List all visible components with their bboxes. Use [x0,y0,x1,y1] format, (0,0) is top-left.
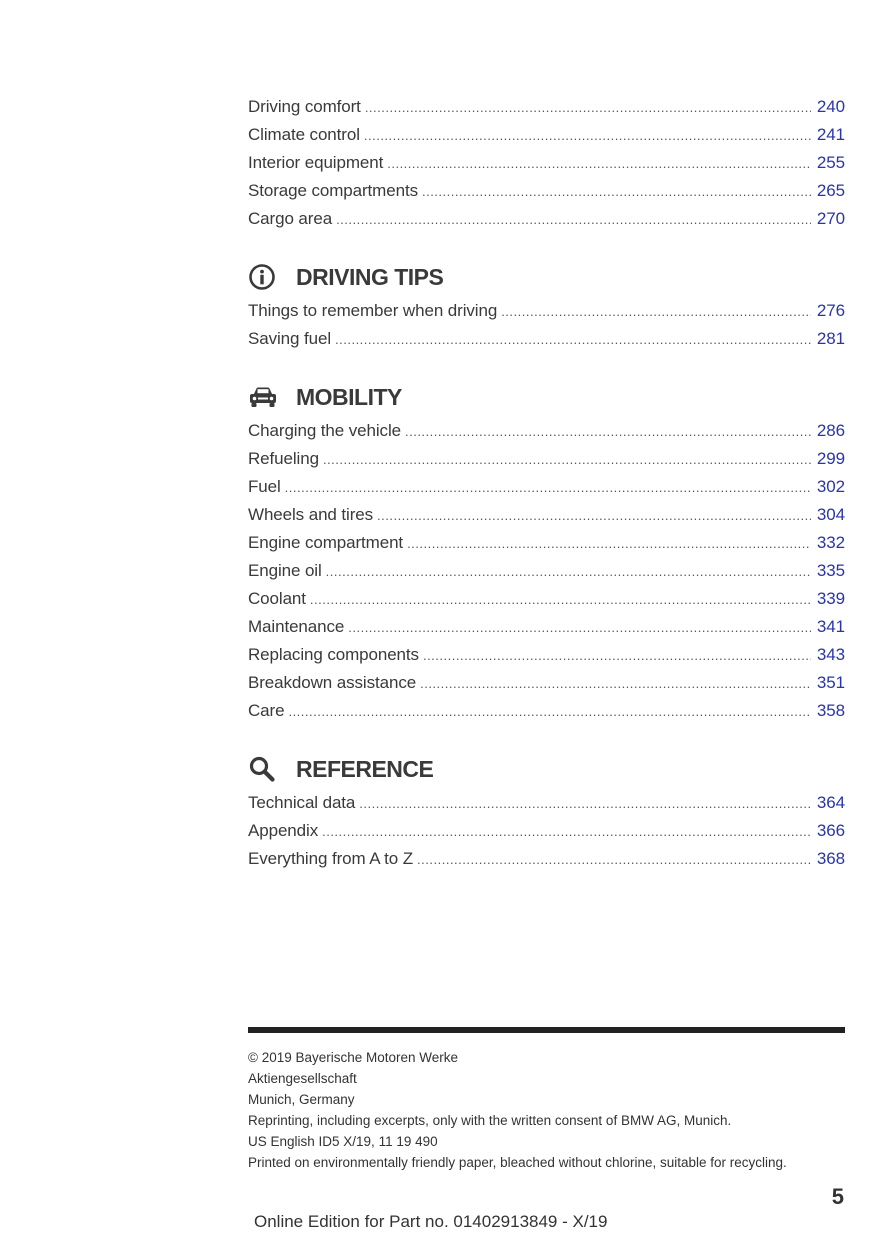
toc-entry-label: Interior equipment [248,153,384,172]
toc-entry-page[interactable]: 351 [816,673,845,692]
toc-entry-page[interactable]: 335 [816,561,845,580]
imprint-line: Aktiengesellschaft [248,1071,357,1086]
car-icon [248,382,282,412]
toc-entry-page[interactable]: 276 [816,301,845,320]
toc-entry-page[interactable]: 302 [816,477,845,496]
toc-entry[interactable] [248,121,845,149]
toc-entry-label: Engine oil [248,561,322,580]
table-of-contents [248,93,845,873]
toc-entry[interactable] [248,697,845,725]
leader-dots [364,122,811,150]
info-icon [248,262,282,292]
toc-entry-label: Replacing components [248,645,419,664]
magnifier-icon [248,754,282,784]
leader-dots [326,558,811,586]
toc-entry[interactable] [248,501,845,529]
toc-entry[interactable] [248,789,845,817]
section-title: DRIVING TIPS [296,263,444,290]
leader-dots [335,326,811,354]
toc-entry-page[interactable]: 366 [816,821,845,840]
toc-entry[interactable] [248,669,845,697]
imprint-line: Printed on environmentally friendly paper, bleached without chlorine, suitable for recycling. [248,1155,787,1170]
leader-dots [407,530,811,558]
toc-entry[interactable] [248,641,845,669]
toc-entry-page[interactable]: 358 [816,701,845,720]
leader-dots [310,586,811,614]
toc-entry-page[interactable]: 341 [816,617,845,636]
toc-entry-label: Driving comfort [248,97,361,116]
leader-dots [405,418,811,446]
toc-entry-page[interactable]: 241 [816,125,845,144]
toc-entry-label: Fuel [248,477,281,496]
toc-entry-label: Technical data [248,793,356,812]
toc-entry-page[interactable]: 265 [816,181,845,200]
leader-dots [423,642,811,670]
toc-entry-page[interactable]: 368 [816,849,845,868]
footer-rule [248,1027,845,1033]
section-title: REFERENCE [296,755,434,782]
leader-dots [422,178,811,206]
toc-entry-page[interactable]: 343 [816,645,845,664]
leader-dots [323,446,811,474]
toc-entry-label: Refueling [248,449,319,468]
toc-entry[interactable] [248,845,845,873]
toc-entry-label: Cargo area [248,209,333,228]
toc-entry[interactable] [248,529,845,557]
toc-entry-label: Maintenance [248,617,345,636]
toc-entry-page[interactable]: 332 [816,533,845,552]
toc-entry-label: Appendix [248,821,319,840]
toc-entry-label: Storage compartments [248,181,418,200]
toc-entry-page[interactable]: 270 [816,209,845,228]
leader-dots [501,298,811,326]
toc-entry[interactable] [248,585,845,613]
imprint-footer [248,1027,845,1173]
leader-dots [359,790,811,818]
toc-entry-label: Charging the vehicle [248,421,401,440]
imprint-line: Reprinting, including excerpts, only with the written consent of BMW AG, Munich. [248,1113,732,1128]
toc-entry-page[interactable]: 255 [816,153,845,172]
page-number: 5 [831,1184,844,1209]
toc-entry-page[interactable]: 364 [816,793,845,812]
toc-entry[interactable] [248,177,845,205]
toc-entry[interactable] [248,817,845,845]
toc-entry[interactable] [248,613,845,641]
leader-dots [288,698,810,726]
toc-entry-label: Wheels and tires [248,505,374,524]
imprint-line: Munich, Germany [248,1092,355,1107]
toc-entry-page[interactable]: 304 [816,505,845,524]
section-title: MOBILITY [296,383,402,410]
toc-entry-page[interactable]: 240 [816,97,845,116]
leader-dots [285,474,811,502]
leader-dots [417,846,811,874]
toc-entry-label: Things to remember when driving [248,301,498,320]
toc-entry[interactable] [248,445,845,473]
leader-dots [365,94,811,122]
toc-entry-label: Everything from A to Z [248,849,414,868]
toc-entry-label: Saving fuel [248,329,332,348]
toc-entry[interactable] [248,473,845,501]
toc-entry-label: Engine compartment [248,533,404,552]
toc-entry[interactable] [248,297,845,325]
toc-group-reference [248,789,845,873]
leader-dots [348,614,811,642]
toc-entry-label: Coolant [248,589,306,608]
leader-dots [336,206,811,234]
imprint-line: © 2019 Bayerische Motoren Werke [248,1050,459,1065]
toc-entry-page[interactable]: 339 [816,589,845,608]
toc-entry-page[interactable]: 299 [816,449,845,468]
section-header-mobility [248,380,845,414]
toc-group-top [248,93,845,233]
leader-dots [387,150,811,178]
toc-entry[interactable] [248,557,845,585]
leader-dots [377,502,811,530]
toc-entry-label: Care [248,701,285,720]
section-header-reference [248,752,845,786]
toc-group-driving-tips [248,297,845,353]
edition-note: Online Edition for Part no. 01402913849 - X/19 [254,1212,608,1231]
toc-entry-label: Breakdown assistance [248,673,417,692]
leader-dots [322,818,811,846]
toc-entry-label: Climate control [248,125,360,144]
toc-entry[interactable] [248,93,845,121]
toc-group-mobility [248,417,845,725]
toc-entry[interactable] [248,417,845,445]
toc-entry[interactable] [248,325,845,353]
imprint-line: US English ID5 X/19, 11 19 490 [248,1134,438,1149]
toc-entry[interactable] [248,149,845,177]
toc-entry-page[interactable]: 281 [816,329,845,348]
leader-dots [420,670,811,698]
toc-entry-page[interactable]: 286 [816,421,845,440]
toc-entry[interactable] [248,205,845,233]
section-header-driving-tips [248,260,845,294]
